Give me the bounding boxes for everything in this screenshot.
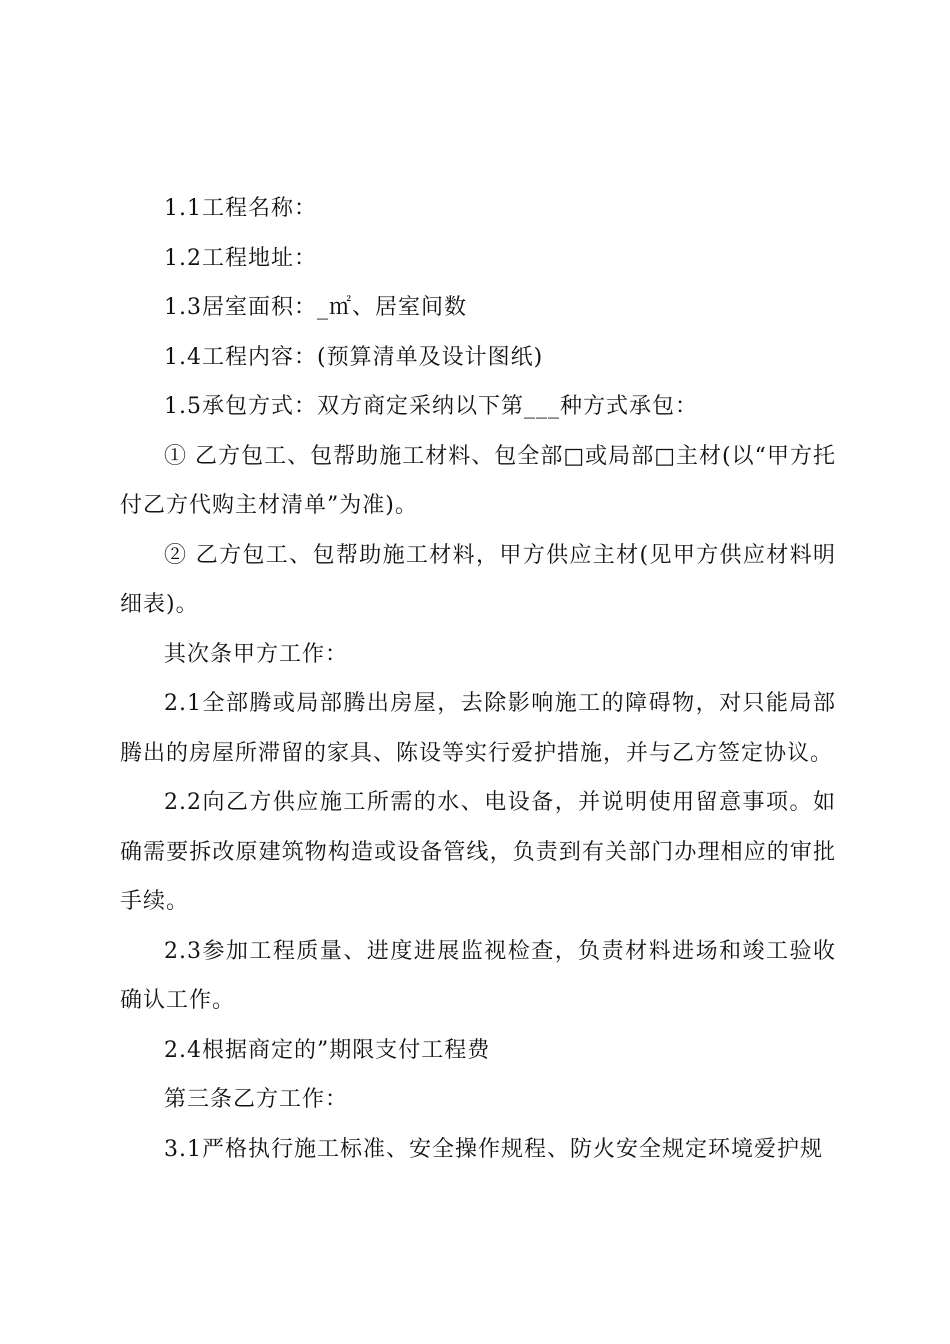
item-1-2-project-address: 1.2工程地址： — [164, 245, 317, 271]
item-2-4: 2.4根据商定的”期限支付工程费 — [164, 1037, 491, 1063]
section-3-heading: 第三条乙方工作： — [164, 1087, 349, 1112]
item-2-1: 2.1全部腾或局部腾出房屋，去除影响施工的障碍物，对只能局部腾出的房屋所滞留的家具、陈设等实行爱护措施，并与乙方签定协议。 — [120, 691, 836, 766]
option-2-paragraph: ② 乙方包工、包帮助施工材料，甲方供应主材(见甲方供应材料明细表)。 — [120, 542, 836, 617]
item-1-3-room-area: 1.3居室面积：_㎡、居室间数 — [164, 295, 467, 320]
item-2-2: 2.2向乙方供应施工所需的水、电设备，并说明使用留意事项。如确需要拆改原建筑物构造或设备管线，负责到有关部门办理相应的审批手续。 — [120, 790, 836, 914]
section-2-heading: 其次条甲方工作： — [164, 641, 349, 667]
item-3-1: 3.1严格执行施工标准、安全操作规程、防火安全规定环境爱护规 — [164, 1136, 823, 1162]
item-1-1-project-name: 1.1工程名称： — [164, 196, 317, 221]
document-body — [120, 184, 836, 1174]
item-2-3: 2.3参加工程质量、进度进展监视检查，负责材料进场和竣工验收确认工作。 — [120, 938, 836, 1013]
item-1-5-contract-method: 1.5承包方式：双方商定采纳以下第___种方式承包： — [164, 394, 698, 419]
option-1-paragraph: ① 乙方包工、包帮助施工材料、包全部□或局部□主材(以“甲方托付乙方代购主材清单”为准)。 — [120, 443, 836, 518]
item-1-4-project-content: 1.4工程内容：(预算清单及设计图纸) — [164, 344, 544, 370]
